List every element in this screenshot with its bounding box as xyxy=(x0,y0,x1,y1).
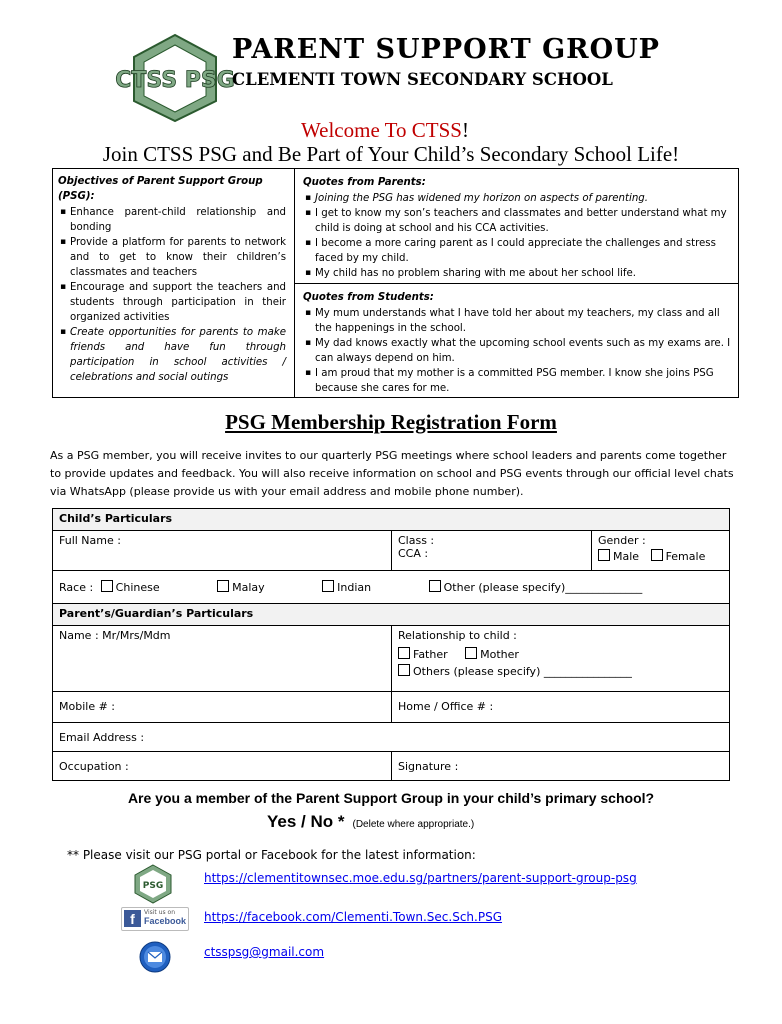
objective-item: ▪ Encourage and support the teachers and students through participation in their organized activities xyxy=(58,280,286,325)
psg-portal-link[interactable]: https://clementitownsec.moe.edu.sg/partners/parent-support-group-psg xyxy=(204,871,637,885)
other-race-checkbox[interactable] xyxy=(429,580,441,592)
signature-label: Signature : xyxy=(398,760,459,773)
school-name: CLEMENTI TOWN SECONDARY SCHOOL xyxy=(232,70,613,89)
objectives-list xyxy=(58,205,286,385)
objectives-heading: Objectives of Parent Support Group (PSG): xyxy=(58,176,263,202)
male-label: Male xyxy=(613,550,640,563)
parent-quote: ▪ My child has no problem sharing with me about her school life. xyxy=(303,266,733,281)
logo-text: CTSS PSG xyxy=(115,68,235,93)
email-icon xyxy=(139,941,171,973)
form-intro: As a PSG member, you will receive invites to our quarterly PSG meetings where school leaders and parents come together to provide updates and feedback. You will also receive information on school and PSG events through our official level chats via WhatsApp (please provide us with your email address and mobile phone number). xyxy=(50,449,734,498)
child-particulars-heading: Child’s Particulars xyxy=(53,509,730,531)
signature-field[interactable] xyxy=(392,752,730,781)
indian-label: Indian xyxy=(337,581,372,594)
others-checkbox[interactable] xyxy=(398,664,410,676)
facebook-link[interactable]: https://facebook.com/Clementi.Town.Sec.Sch.PSG xyxy=(204,910,503,924)
student-quote: ▪ I am proud that my mother is a committed PSG member. I know she joins PSG because she cares for me. xyxy=(303,366,733,396)
class-label: Class : xyxy=(398,534,435,547)
parents-quotes-list xyxy=(303,191,733,281)
indian-checkbox[interactable] xyxy=(322,580,334,592)
objective-item: ▪ Enhance parent-child relationship and bonding xyxy=(58,205,286,235)
psg-portal-icon xyxy=(133,864,173,904)
mobile-label: Mobile # : xyxy=(59,700,115,713)
form-title: PSG Membership Registration Form xyxy=(225,410,557,434)
yes-no-answer[interactable]: Yes / No * xyxy=(267,812,345,831)
class-cca-field[interactable] xyxy=(392,531,592,571)
others-label: Others (please specify) ________________ xyxy=(413,665,632,678)
delete-note: (Delete where appropriate.) xyxy=(352,819,475,830)
welcome-heading xyxy=(0,118,770,143)
full-name-label: Full Name : xyxy=(59,534,121,547)
welcome-exclamation: ! xyxy=(461,118,469,142)
malay-label: Malay xyxy=(232,581,265,594)
other-race-label: Other (please specify)______________ xyxy=(443,581,643,594)
objective-item: ▪ Provide a platform for parents to network and to get to know their children’s classmates and teachers xyxy=(58,235,286,280)
home-office-field[interactable] xyxy=(392,692,730,723)
welcome-text: Welcome To CTSS xyxy=(301,118,462,142)
visit-note: ** Please visit our PSG portal or Facebook for the latest information: xyxy=(67,848,476,862)
mother-label: Mother xyxy=(480,648,519,661)
mobile-field[interactable] xyxy=(53,692,392,723)
father-checkbox[interactable] xyxy=(398,647,410,659)
email-field[interactable] xyxy=(53,723,730,752)
group-title: PARENT SUPPORT GROUP xyxy=(232,34,660,65)
tagline: Join CTSS PSG and Be Part of Your Child’s Secondary School Life! xyxy=(102,142,680,166)
email-link[interactable]: ctsspsg@gmail.com xyxy=(204,945,325,959)
objective-item: ▪ Create opportunities for parents to make friends and have fun through participation in school activities / celebrations and social outings xyxy=(58,325,286,385)
relationship-label: Relationship to child : xyxy=(398,629,517,642)
ctss-psg-logo xyxy=(115,33,235,123)
gender-field xyxy=(592,531,730,571)
female-checkbox[interactable] xyxy=(651,549,663,561)
student-quote: ▪ My dad knows exactly what the upcoming school events such as my exams are. I can always depend on him. xyxy=(303,336,733,366)
svg-text:PSG: PSG xyxy=(142,881,164,891)
facebook-badge-name: Facebook xyxy=(144,916,187,926)
full-name-field[interactable] xyxy=(53,531,392,571)
parents-quotes-section xyxy=(295,168,739,284)
primary-psg-question: Are you a member of the Parent Support Group in your child’s primary school? xyxy=(127,790,655,806)
students-quotes-section xyxy=(295,284,739,398)
answer-line xyxy=(267,812,474,832)
students-quotes-list xyxy=(303,306,733,396)
facebook-badge xyxy=(121,907,189,931)
occupation-label: Occupation : xyxy=(59,760,129,773)
facebook-badge-caption: Visit us on xyxy=(144,909,176,916)
email-label: Email Address : xyxy=(59,731,145,744)
cca-label: CCA : xyxy=(398,547,429,560)
father-label: Father xyxy=(413,648,448,661)
gender-label: Gender : xyxy=(598,534,646,547)
mother-checkbox[interactable] xyxy=(465,647,477,659)
relationship-field xyxy=(392,626,730,692)
home-office-label: Home / Office # : xyxy=(398,700,494,713)
female-label: Female xyxy=(665,550,706,563)
students-quotes-heading: Quotes from Students: xyxy=(303,292,434,303)
malay-checkbox[interactable] xyxy=(217,580,229,592)
parent-name-field[interactable] xyxy=(53,626,392,692)
parent-particulars-heading: Parent’s/Guardian’s Particulars xyxy=(53,604,730,626)
chinese-checkbox[interactable] xyxy=(101,580,113,592)
parent-name-label: Name : Mr/Mrs/Mdm xyxy=(59,629,171,642)
parent-quote: ▪ I become a more caring parent as I could appreciate the challenges and stress faced by my child. xyxy=(303,236,733,266)
race-label: Race : xyxy=(59,581,94,594)
occupation-field[interactable] xyxy=(53,752,392,781)
parent-quote: ▪ Joining the PSG has widened my horizon on aspects of parenting. xyxy=(303,191,733,206)
student-quote: ▪ My mum understands what I have told her about my teachers, my class and all the happenings in the school. xyxy=(303,306,733,336)
registration-form xyxy=(52,508,730,781)
objectives-section xyxy=(52,168,295,398)
parents-quotes-heading: Quotes from Parents: xyxy=(303,177,426,188)
male-checkbox[interactable] xyxy=(598,549,610,561)
chinese-label: Chinese xyxy=(115,581,160,594)
race-row xyxy=(53,571,730,604)
parent-quote: ▪ I get to know my son’s teachers and classmates and better understand what my child is doing at school and his CCA activities. xyxy=(303,206,733,236)
facebook-icon: f xyxy=(124,910,141,927)
